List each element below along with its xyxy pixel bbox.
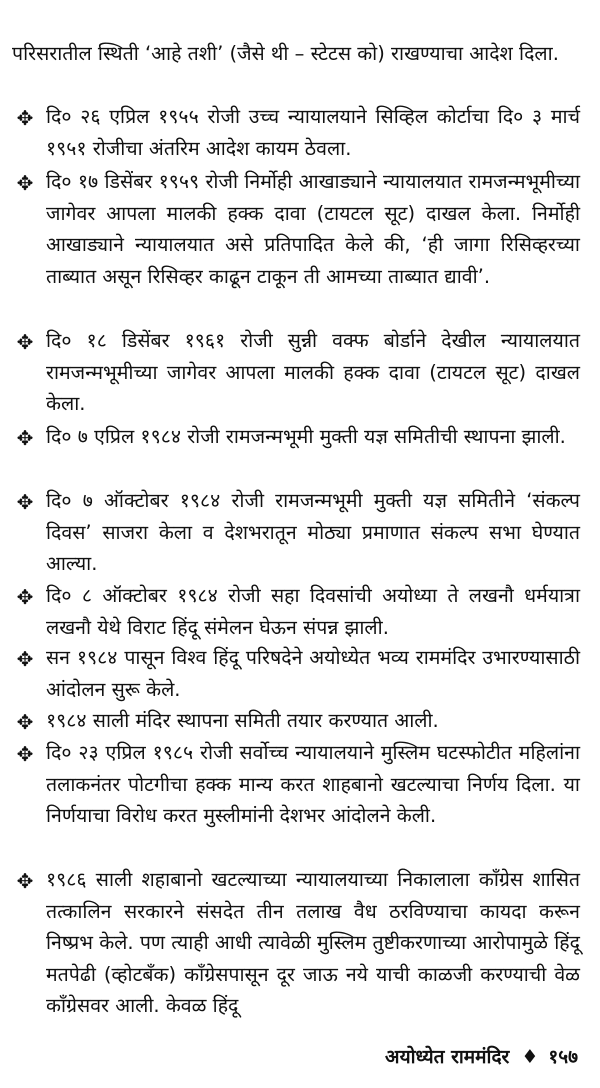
- list-item-text: १९८६ साली शहाबानो खटल्याच्या न्यायालयाच्या निकालाला कॉंग्रेस शासित तत्कालिन सरकारने संसदेत तीन तलाख वैध ठरविण्याचा कायदा करून निष्प्रभ केले. पण त्याही आधी त्यावेळी मुस्लिम तुष्टीकरणाच्या आरोपामुळे हिंदू मतपेढी (व्होटबँक) कॉंग्रेसपासून दूर जाऊ नये याची काळजी करण्याची वेळ कॉंग्रेसवर आली. केवळ हिंदू: [46, 868, 580, 1017]
- page-footer: [385, 1042, 578, 1072]
- list-item-text: दि० २३ एप्रिल १९८५ रोजी सर्वोच्च न्यायालयाने मुस्लिम घटस्फोटीत महिलांना तलाकनंतर पोटगीचा हक्क मान्य करत शाहबानो खटल्याचा निर्णय दिला. या निर्णयाचा विरोध करत मुस्लीमांनी देशभर आंदोलने केली.: [46, 741, 580, 827]
- list-item: [12, 737, 580, 832]
- bullet-ornament-icon: ✥: [16, 585, 34, 609]
- bullet-ornament-icon: ✥: [16, 710, 34, 734]
- list-item: [12, 705, 580, 737]
- list-item: [12, 580, 580, 643]
- list-item: [12, 166, 580, 292]
- list-item: [12, 864, 580, 1022]
- list-item: [12, 101, 580, 164]
- page-number: १५७: [548, 1046, 578, 1068]
- bullet-ornament-icon: ✥: [16, 171, 34, 195]
- footer-separator-icon: ♦: [521, 1046, 539, 1068]
- list-item: [12, 642, 580, 705]
- list-item: [12, 325, 580, 420]
- bullet-ornament-icon: ✥: [16, 647, 34, 671]
- list-item-text: दि० ८ ऑक्टोबर १९८४ रोजी सहा दिवसांची अयोध्या ते लखनौ धर्मयात्रा लखनौ येथे विराट हिंदू संमेलन घेऊन संपन्न झाली.: [46, 584, 580, 639]
- list-item-text: १९८४ साली मंदिर स्थापना समिती तयार करण्यात आली.: [46, 709, 439, 732]
- bullet-ornament-icon: ✥: [16, 330, 34, 354]
- list-item: [12, 421, 580, 453]
- bullet-ornament-icon: ✥: [16, 426, 34, 450]
- bullet-ornament-icon: ✥: [16, 490, 34, 514]
- list-item-text: सन १९८४ पासून विश्व हिंदू परिषदेने अयोध्येत भव्य राममंदिर उभारण्यासाठी आंदोलन सुरू केले.: [46, 646, 580, 701]
- list-item-text: दि० २६ एप्रिल १९५५ रोजी उच्च न्यायालयाने सिव्हिल कोर्टाचा दि० ३ मार्च १९५१ रोजीचा अंतरिम आदेश कायम ठेवला.: [46, 105, 580, 160]
- intro-paragraph: परिसरातील स्थिती ‘आहे तशी’ (जैसे थी – स्टेटस को) राखण्याचा आदेश दिला.: [12, 42, 559, 65]
- list-item-text: दि० १७ डिसेंबर १९५९ रोजी निर्मोही आखाड्याने न्यायालयात रामजन्मभूमीच्या जागेवर आपला मालकी हक्क दावा (टायटल सूट) दाखल केला. निर्मोही आखाड्याने न्यायालयात असे प्रतिपादित केले की, ‘ही जागा रिसिव्हरच्या ताब्यात असून रिसिव्हर काढून टाकून ती आमच्या ताब्यात द्यावी’.: [46, 170, 580, 288]
- list-item-text: दि० ७ एप्रिल १९८४ रोजी रामजन्मभूमी मुक्ती यज्ञ समितीची स्थापना झाली.: [46, 425, 566, 448]
- bullet-ornament-icon: ✥: [16, 742, 34, 766]
- list-item-text: दि० ७ ऑक्टोबर १९८४ रोजी रामजन्मभूमी मुक्ती यज्ञ समितीने ‘संकल्प दिवस’ साजरा केला व देशभरातून मोठ्या प्रमाणात संकल्प सभा घेण्यात आल्या.: [46, 489, 580, 575]
- list-item: [12, 485, 580, 580]
- bullet-ornament-icon: ✥: [16, 869, 34, 893]
- list-item-text: दि० १८ डिसेंबर १९६१ रोजी सुन्नी वक्फ बोर्डाने देखील न्यायालयात रामजन्मभूमीच्या जागेवर आपला मालकी हक्क दावा (टायटल सूट) दाखल केला.: [46, 329, 580, 415]
- running-title: अयोध्येत राममंदिर: [385, 1046, 510, 1068]
- bullet-ornament-icon: ✥: [16, 106, 34, 130]
